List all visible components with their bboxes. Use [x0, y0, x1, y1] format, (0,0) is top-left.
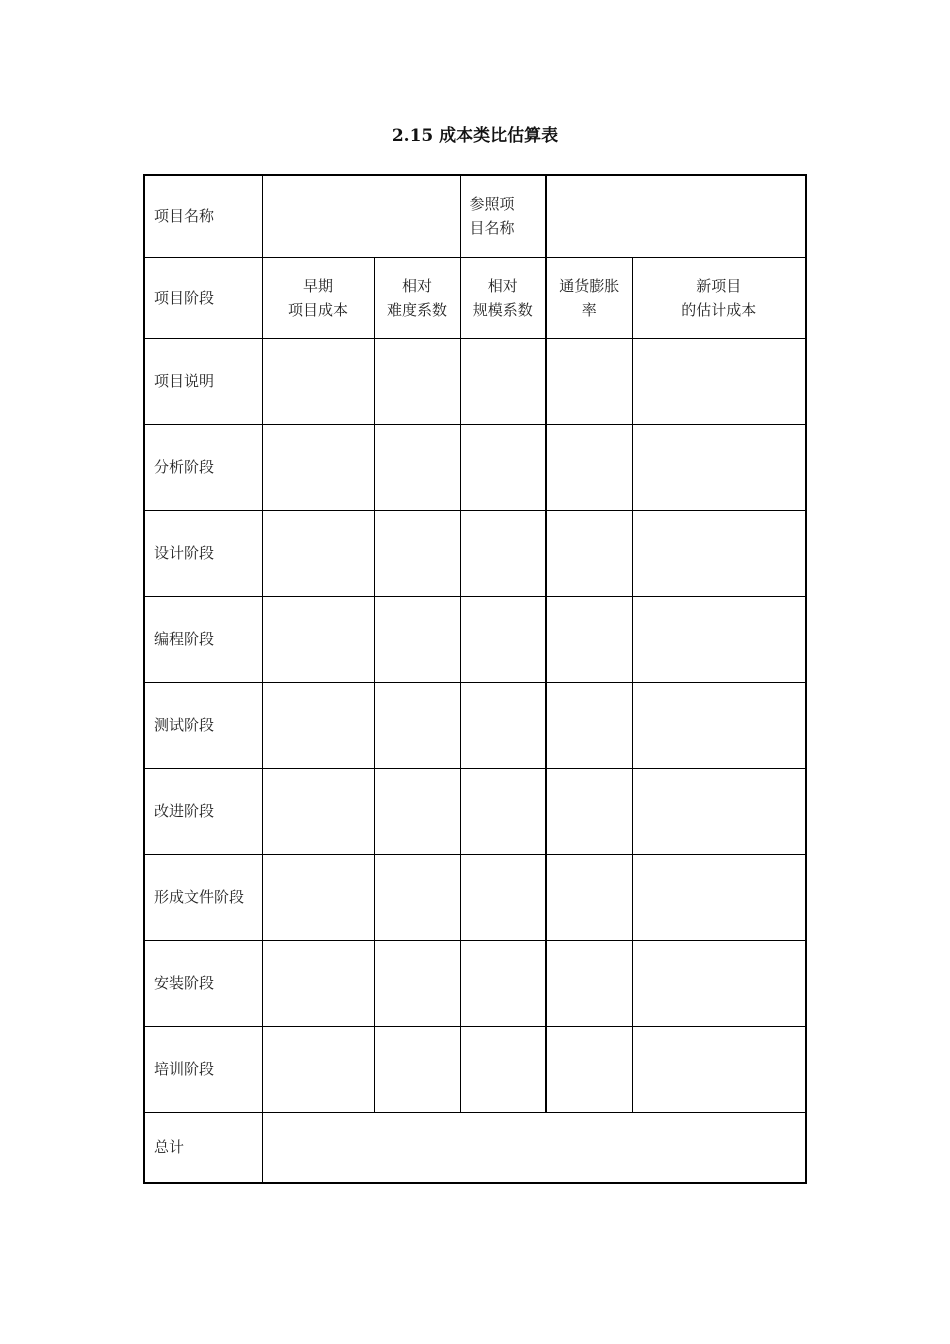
data-cell[interactable]	[262, 940, 374, 1026]
data-cell[interactable]	[632, 768, 806, 854]
data-cell[interactable]	[262, 424, 374, 510]
column-header-line1: 相对	[401, 276, 432, 295]
reference-project-label-line2: 目名称	[469, 219, 515, 238]
data-cell[interactable]	[546, 424, 632, 510]
row-label: 分析阶段	[144, 424, 262, 510]
data-cell[interactable]	[460, 940, 546, 1026]
column-header-line1: 通货膨胀	[559, 276, 620, 295]
data-cell[interactable]	[632, 596, 806, 682]
reference-project-input-cell[interactable]	[546, 175, 806, 257]
column-header-early-cost	[262, 257, 374, 338]
column-header-line2: 难度系数	[386, 300, 447, 319]
data-cell[interactable]	[460, 854, 546, 940]
column-header-difficulty	[374, 257, 460, 338]
table-row	[144, 1026, 806, 1112]
data-cell[interactable]	[460, 510, 546, 596]
header-row	[144, 257, 806, 338]
data-cell[interactable]	[460, 768, 546, 854]
column-header-line2: 的估计成本	[681, 300, 757, 319]
data-cell[interactable]	[374, 768, 460, 854]
data-cell[interactable]	[546, 940, 632, 1026]
table-row	[144, 768, 806, 854]
data-cell[interactable]	[262, 768, 374, 854]
row-label: 项目说明	[144, 338, 262, 424]
data-cell[interactable]	[262, 854, 374, 940]
data-cell[interactable]	[546, 854, 632, 940]
data-cell[interactable]	[632, 510, 806, 596]
data-cell[interactable]	[262, 682, 374, 768]
column-header-inflation	[546, 257, 632, 338]
data-cell[interactable]	[262, 510, 374, 596]
data-cell[interactable]	[632, 940, 806, 1026]
cost-estimate-table	[143, 174, 807, 1184]
total-value-cell[interactable]	[262, 1112, 806, 1183]
data-cell[interactable]	[460, 596, 546, 682]
data-cell[interactable]	[632, 424, 806, 510]
data-cell[interactable]	[632, 682, 806, 768]
data-cell[interactable]	[546, 596, 632, 682]
page-title: 2.15 成本类比估算表	[391, 126, 559, 146]
total-label: 总计	[144, 1112, 262, 1183]
data-cell[interactable]	[374, 338, 460, 424]
data-cell[interactable]	[546, 768, 632, 854]
project-name-row	[144, 175, 806, 257]
data-cell[interactable]	[460, 682, 546, 768]
stage-header: 项目阶段	[144, 257, 262, 338]
data-cell[interactable]	[460, 338, 546, 424]
data-cell[interactable]	[546, 338, 632, 424]
data-cell[interactable]	[460, 1026, 546, 1112]
column-header-new-estimate	[632, 257, 806, 338]
data-cell[interactable]	[632, 854, 806, 940]
reference-project-label-line1: 参照项	[469, 195, 515, 214]
row-label: 培训阶段	[144, 1026, 262, 1112]
table-row	[144, 854, 806, 940]
row-label: 改进阶段	[144, 768, 262, 854]
row-label: 编程阶段	[144, 596, 262, 682]
column-header-line2: 项目成本	[287, 300, 348, 319]
table-row	[144, 510, 806, 596]
data-cell[interactable]	[374, 1026, 460, 1112]
data-cell[interactable]	[546, 682, 632, 768]
data-cell[interactable]	[460, 424, 546, 510]
data-cell[interactable]	[374, 596, 460, 682]
column-header-scale	[460, 257, 546, 338]
column-header-line1: 早期	[302, 276, 333, 295]
total-row	[144, 1112, 806, 1183]
data-cell[interactable]	[262, 338, 374, 424]
data-cell[interactable]	[374, 940, 460, 1026]
data-cell[interactable]	[262, 596, 374, 682]
column-header-line1: 相对	[487, 276, 518, 295]
data-cell[interactable]	[262, 1026, 374, 1112]
row-label: 设计阶段	[144, 510, 262, 596]
data-cell[interactable]	[546, 1026, 632, 1112]
table-row	[144, 338, 806, 424]
project-name-input-cell[interactable]	[262, 175, 460, 257]
data-cell[interactable]	[632, 338, 806, 424]
data-cell[interactable]	[374, 854, 460, 940]
table-row	[144, 596, 806, 682]
row-label: 测试阶段	[144, 682, 262, 768]
row-label: 形成文件阶段	[144, 854, 262, 940]
project-name-label: 项目名称	[144, 175, 262, 257]
table-row	[144, 682, 806, 768]
data-cell[interactable]	[374, 424, 460, 510]
data-cell[interactable]	[374, 682, 460, 768]
column-header-line2: 规模系数	[472, 300, 533, 319]
table-row	[144, 940, 806, 1026]
column-header-line1: 新项目	[696, 276, 742, 295]
table-row	[144, 424, 806, 510]
column-header-line2: 率	[581, 300, 597, 319]
row-label: 安装阶段	[144, 940, 262, 1026]
reference-project-label	[460, 175, 546, 257]
data-cell[interactable]	[632, 1026, 806, 1112]
data-cell[interactable]	[374, 510, 460, 596]
data-cell[interactable]	[546, 510, 632, 596]
